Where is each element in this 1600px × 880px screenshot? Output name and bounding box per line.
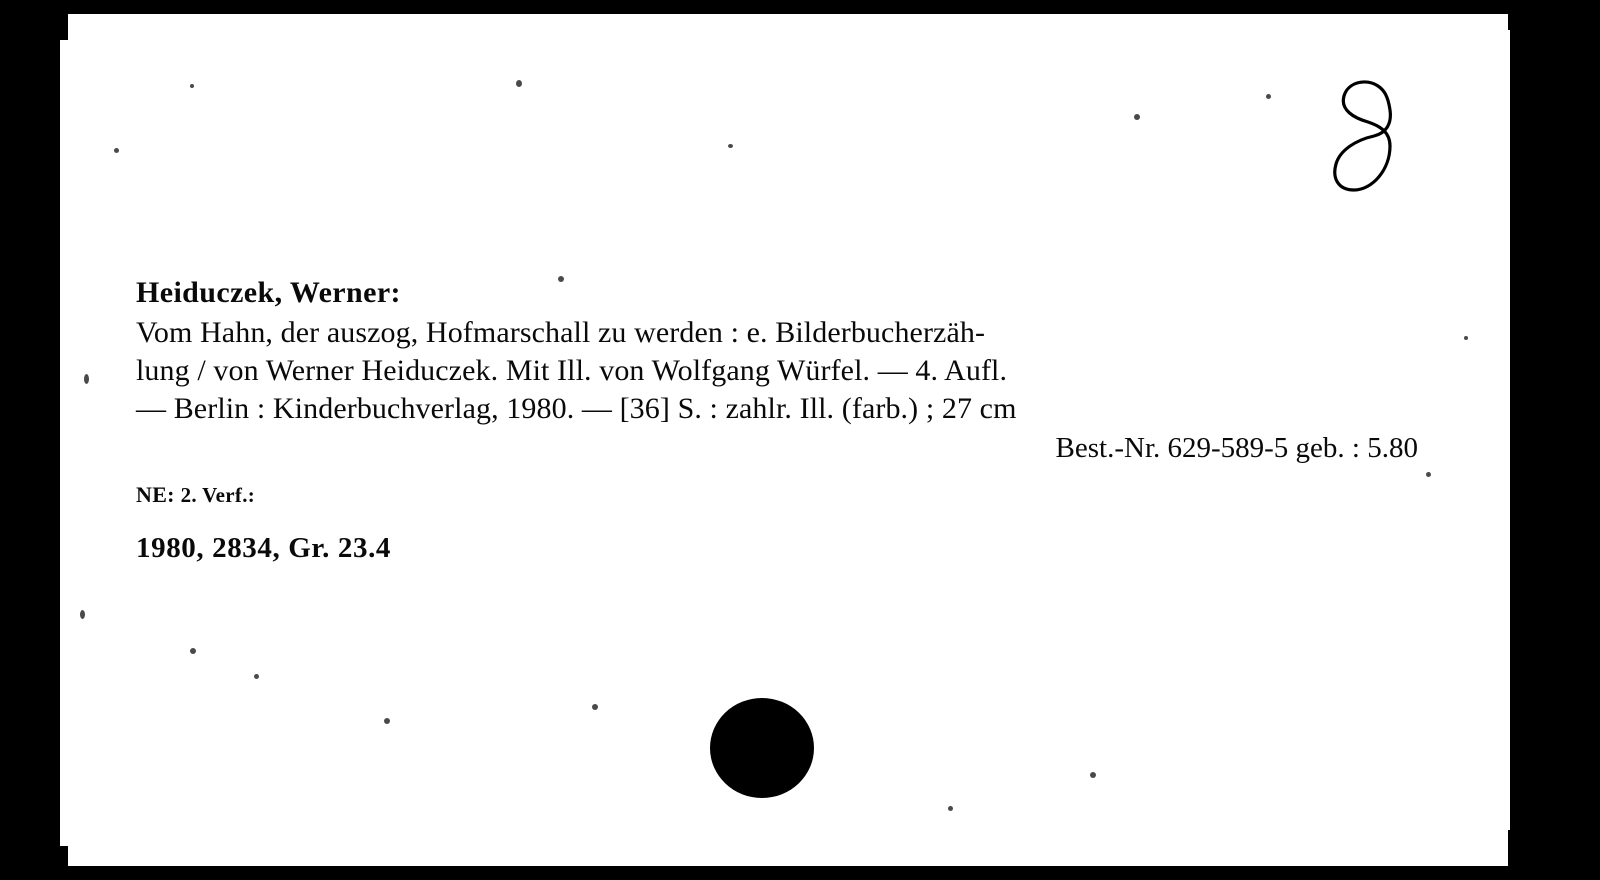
record-footer: 1980, 2834, Gr. 23.4 [136, 531, 392, 564]
catalogue-card [68, 18, 1508, 866]
scan-speck [592, 704, 598, 710]
record-line-2: lung / von Werner Heiduczek. Mit Ill. von Wolfgang Würfel. — 4. Aufl. [136, 353, 1008, 387]
scan-speck [80, 610, 85, 619]
bibliographic-record [136, 276, 1426, 565]
scan-speck [84, 374, 89, 384]
record-line-3: — Berlin : Kinderbuchverlag, 1980. — [36] S. : zahlr. Ill. (farb.) ; 27 cm [136, 391, 1017, 425]
scan-speck [1134, 114, 1140, 120]
scan-speck [190, 648, 196, 654]
record-line-1: Vom Hahn, der auszog, Hofmarschall zu werden : e. Bilderbucherzäh- [136, 315, 986, 349]
scan-speck [190, 84, 194, 88]
punch-dot [710, 698, 814, 798]
scan-speck [1266, 94, 1271, 99]
scan-speck [1464, 336, 1468, 340]
scan-speck [114, 148, 119, 153]
scan-speck [728, 144, 733, 148]
record-heading: Heiduczek, Werner: [136, 276, 401, 309]
scan-speck [1426, 472, 1431, 477]
handwritten-mark [1318, 52, 1408, 202]
scan-speck [516, 80, 522, 87]
ne-prefix: NE: [136, 481, 175, 507]
scan-speck [254, 674, 259, 679]
handwritten-2-icon [1318, 52, 1408, 202]
order-number-price: Best.-Nr. 629-589-5 geb. : 5.80 [1055, 431, 1418, 464]
added-entry-line [136, 482, 1426, 508]
scan-speck [1090, 772, 1096, 778]
ne-value: 2. Verf.: [180, 482, 256, 507]
scan-speck [948, 806, 953, 811]
scan-speck [384, 718, 390, 724]
